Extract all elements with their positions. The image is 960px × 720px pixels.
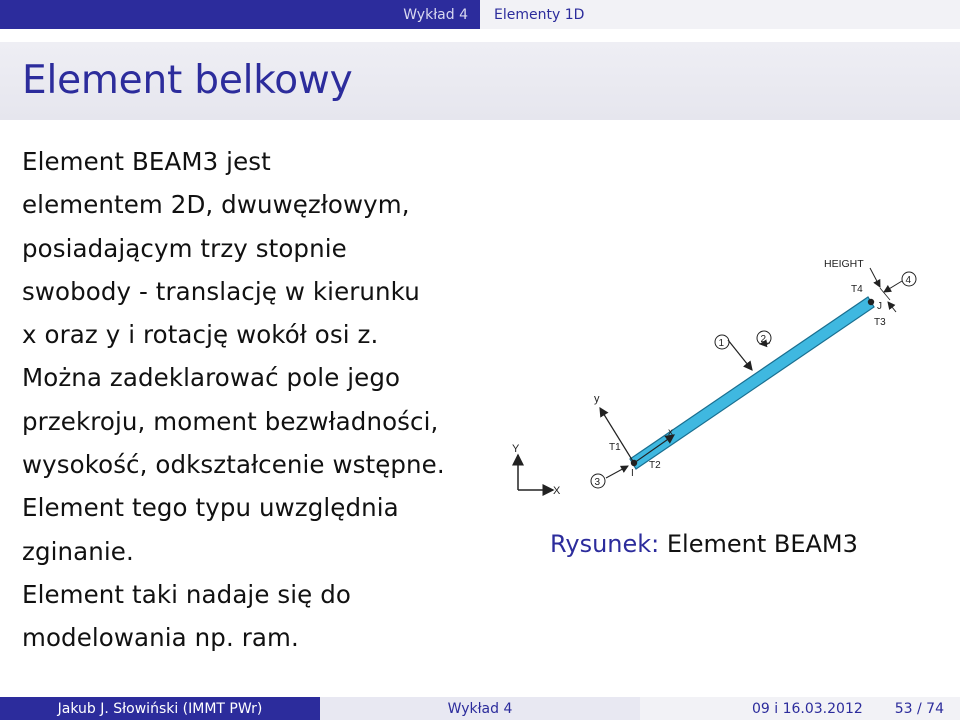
nav-section[interactable] — [0, 0, 480, 29]
top-navigation-bar — [0, 0, 960, 29]
svg-text:3: 3 — [594, 477, 601, 488]
label-t3: T3 — [874, 317, 886, 328]
svg-text:4: 4 — [905, 275, 912, 286]
nav-section-label[interactable]: Wykład 4 — [403, 6, 468, 23]
global-y-label: Y — [512, 443, 520, 455]
slide-body — [22, 140, 492, 660]
footer-date: 09 i 16.03.2012 — [752, 700, 863, 717]
circle-3-arrow — [606, 466, 628, 478]
body-line: przekroju, moment bezwładności, — [22, 406, 439, 436]
svg-text:2: 2 — [760, 334, 767, 345]
local-x-label: x — [668, 427, 673, 438]
local-y-label: y — [594, 393, 600, 405]
node-j — [868, 299, 874, 305]
circle-4-arrow — [884, 281, 902, 292]
body-line: posiadającym trzy stopnie — [22, 233, 347, 263]
beam3-figure — [508, 250, 928, 505]
nav-subsection-label[interactable]: Elementy 1D — [494, 6, 585, 23]
local-y-axis — [600, 408, 634, 463]
label-t1: T1 — [609, 442, 621, 453]
footer-date-page — [640, 697, 960, 720]
figure-caption — [550, 530, 858, 558]
body-line: x oraz y i rotację wokół osi z. — [22, 320, 379, 350]
circle-1-badge — [715, 335, 729, 349]
label-height: HEIGHT — [824, 258, 864, 270]
body-line: Element tego typu uwzględnia — [22, 493, 399, 523]
label-i: I — [631, 468, 634, 479]
height-arrow-bottom — [888, 302, 896, 312]
footer-author — [0, 697, 320, 720]
body-line: Element BEAM3 jest — [22, 147, 271, 176]
label-t2: T2 — [649, 460, 661, 471]
circle-4-badge — [902, 272, 916, 286]
footer-lecture-text: Wykład 4 — [447, 700, 513, 717]
footer-page-number: 53 / 74 — [894, 700, 944, 717]
face-1-arrow — [728, 340, 752, 370]
circle-3-badge — [591, 474, 605, 488]
caption-label: Rysunek: — [550, 530, 660, 558]
body-line: Można zadeklarować pole jego — [22, 363, 401, 393]
body-line: modelowania np. ram. — [22, 623, 299, 653]
footer-lecture — [320, 697, 640, 720]
beam-element — [630, 297, 874, 469]
global-x-label: X — [553, 485, 561, 497]
local-x-axis — [634, 435, 674, 463]
footer-bar — [0, 697, 960, 720]
svg-text:1: 1 — [718, 338, 725, 349]
caption-text: Element BEAM3 — [666, 530, 858, 558]
body-line: swobody - translację w kierunku — [22, 276, 420, 306]
footer-author-text: Jakub J. Słowiński (IMMT PWr) — [57, 700, 263, 717]
label-j: J — [877, 301, 882, 312]
body-line: wysokość, odkształcenie wstępne. — [22, 450, 445, 480]
circle-2-badge — [757, 331, 771, 345]
body-line: Element taki nadaje się do — [22, 579, 351, 609]
body-line: elementem 2D, dwuwęzłowym, — [22, 190, 410, 220]
label-t4: T4 — [851, 284, 863, 295]
nav-subsection[interactable] — [480, 0, 960, 29]
height-arrow-top — [870, 268, 880, 287]
slide-title: Element belkowy — [22, 58, 353, 103]
body-line: zginanie. — [22, 536, 134, 566]
